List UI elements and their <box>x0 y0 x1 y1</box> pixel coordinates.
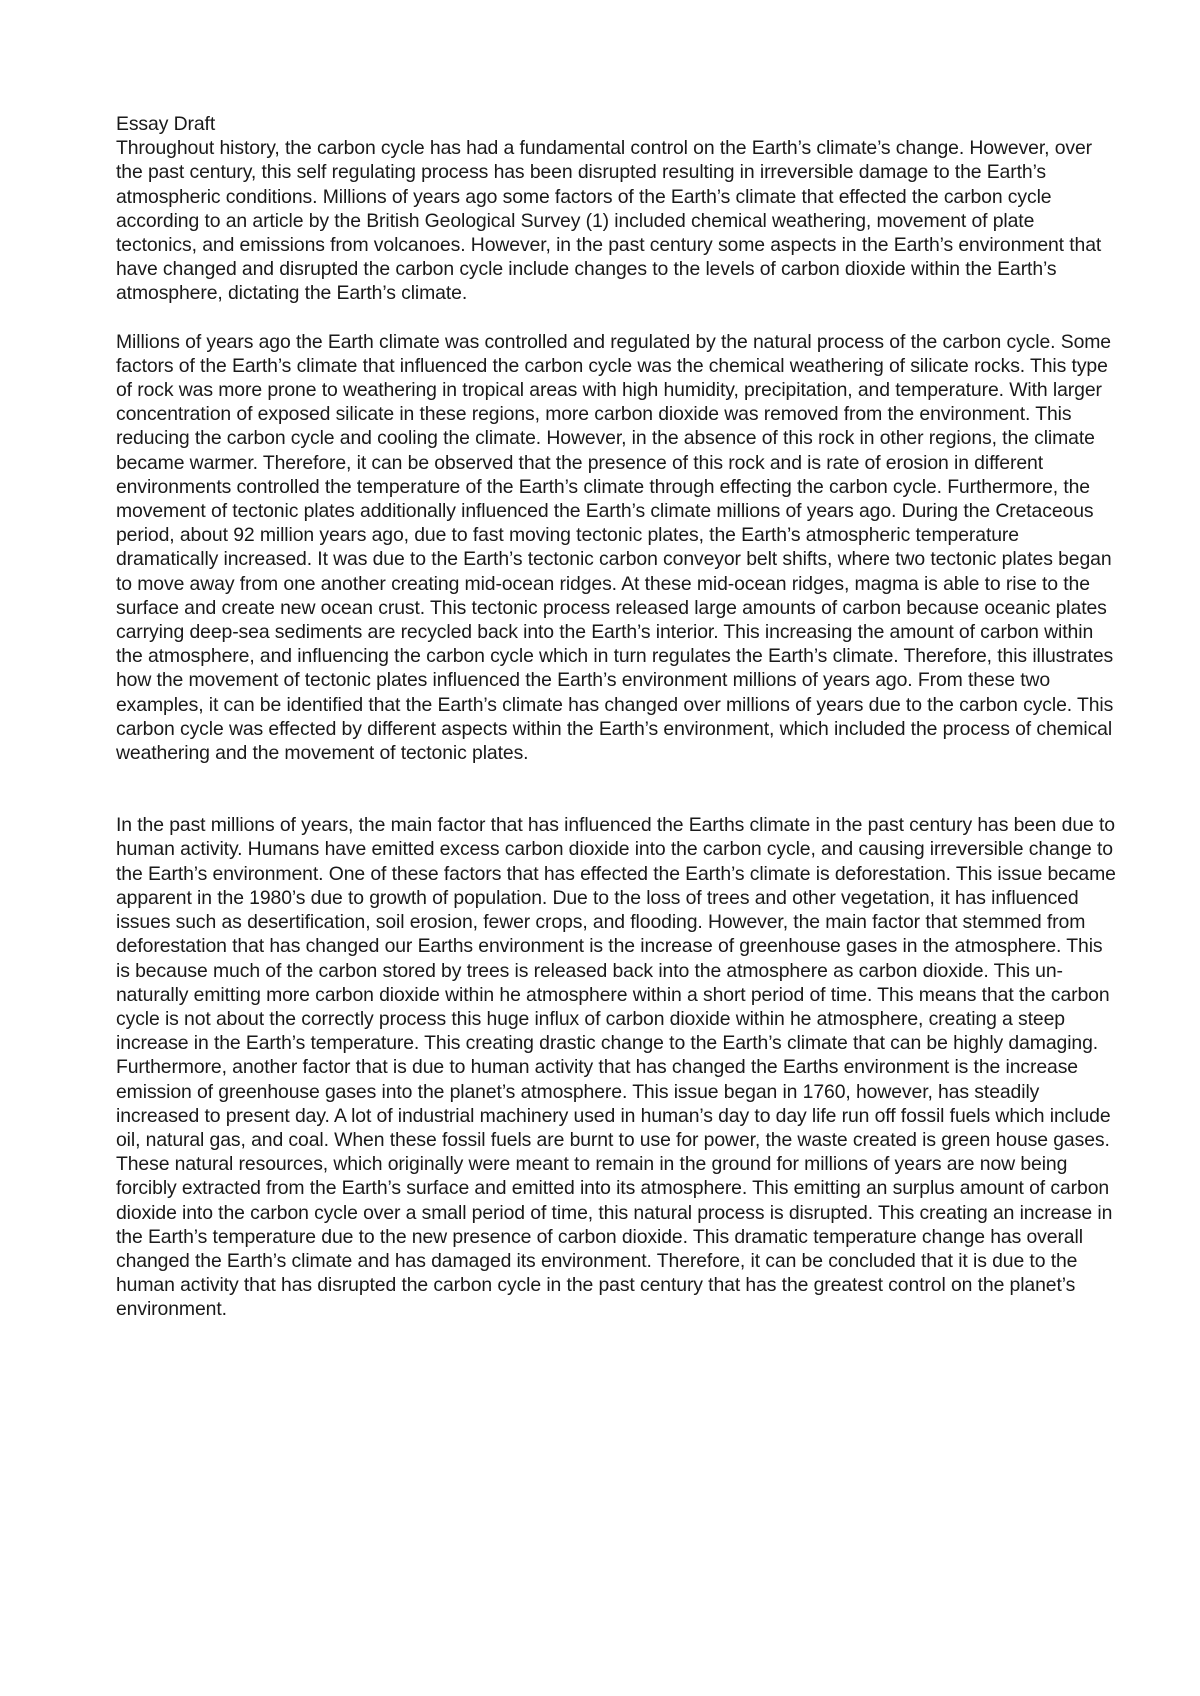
essay-body <box>116 112 1116 1322</box>
paragraph-natural-factors: Millions of years ago the Earth climate was controlled and regulated by the natural process of the carbon cycle. Some factors of the Earth’s climate that influenced the carbon cycle was the chemical weathering of silicate rocks. This type of rock was more prone to weathering in tropical areas with high humidity, precipitation, and temperature. With larger concentration of exposed silicate in these regions, more carbon dioxide was removed from the environment. This reducing the carbon cycle and cooling the climate. However, in the absence of this rock in other regions, the climate became warmer. Therefore, it can be observed that the presence of this rock and is rate of erosion in different environments controlled the temperature of the Earth’s climate through effecting the carbon cycle. Furthermore, the movement of tectonic plates additionally influenced the Earth’s climate millions of years ago. During the Cretaceous period, about 92 million years ago, due to fast moving tectonic plates, the Earth’s atmospheric temperature dramatically increased. It was due to the Earth’s tectonic carbon conveyor belt shifts, where two tectonic plates began to move away from one another creating mid-ocean ridges. At these mid-ocean ridges, magma is able to rise to the surface and create new ocean crust. This tectonic process released large amounts of carbon because oceanic plates carrying deep-sea sediments are recycled back into the Earth’s interior. This increasing the amount of carbon within the atmosphere, and influencing the carbon cycle which in turn regulates the Earth’s climate. Therefore, this illustrates how the movement of tectonic plates influenced the Earth’s environment millions of years ago. From these two examples, it can be identified that the Earth’s climate has changed over millions of years due to the carbon cycle. This carbon cycle was effected by different aspects within the Earth’s environment, which included the process of chemical weathering and the movement of tectonic plates. <box>116 330 1114 765</box>
document-title: Essay Draft <box>116 113 216 135</box>
paragraph-human-activity: In the past millions of years, the main factor that has influenced the Earths climate in the past century has been due to human activity. Humans have emitted excess carbon dioxide into the carbon cycle, and causing irreversible change to the Earth’s environment. One of these factors that has effected the Earth’s climate is deforestation. This issue became apparent in the 1980’s due to growth of population. Due to the loss of trees and other vegetation, it has influenced issues such as desertification, soil erosion, fewer crops, and flooding. However, the main factor that stemmed from deforestation that has changed our Earths environment is the increase of greenhouse gases in the atmosphere. This is because much of the carbon stored by trees is released back into the atmosphere as carbon dioxide. This un-naturally emitting more carbon dioxide within he atmosphere within a short period of time. This means that the carbon cycle is not about the correctly process this huge influx of carbon dioxide within he atmosphere, creating a steep increase in the Earth’s temperature. This creating drastic change to the Earth’s climate that can be highly damaging. Furthermore, another factor that is due to human activity that has changed the Earths environment is the increase emission of greenhouse gases into the planet’s atmosphere. This issue began in 1760, however, has steadily increased to present day. A lot of industrial machinery used in human’s day to day life run off fossil fuels which include oil, natural gas, and coal. When these fossil fuels are burnt to use for power, the waste created is green house gases. These natural resources, which originally were meant to remain in the ground for millions of years are now being forcibly extracted from the Earth’s surface and emitted into its atmosphere. This emitting an surplus amount of carbon dioxide into the carbon cycle over a small period of time, this natural process is disrupted. This creating an increase in the Earth’s temperature due to the new presence of carbon dioxide. This dramatic temperature change has overall changed the Earth’s climate and has damaged its environment. Therefore, it can be concluded that it is due to the human activity that has disrupted the carbon cycle in the past century that has the greatest control on the planet’s environment. <box>116 814 1116 1321</box>
paragraph-introduction: Throughout history, the carbon cycle has had a fundamental control on the Earth’s climate’s change. However, over the past century, this self regulating process has been disrupted resulting in irreversible damage to the Earth’s atmospheric conditions. Millions of years ago some factors of the Earth’s climate that effected the carbon cycle according to an article by the British Geological Survey (1) included chemical weathering, movement of plate tectonics, and emissions from volcanoes. However, in the past century some aspects in the Earth’s environment that have changed and disrupted the carbon cycle include changes to the levels of carbon dioxide within the Earth’s atmosphere, dictating the Earth’s climate. <box>116 137 1102 305</box>
